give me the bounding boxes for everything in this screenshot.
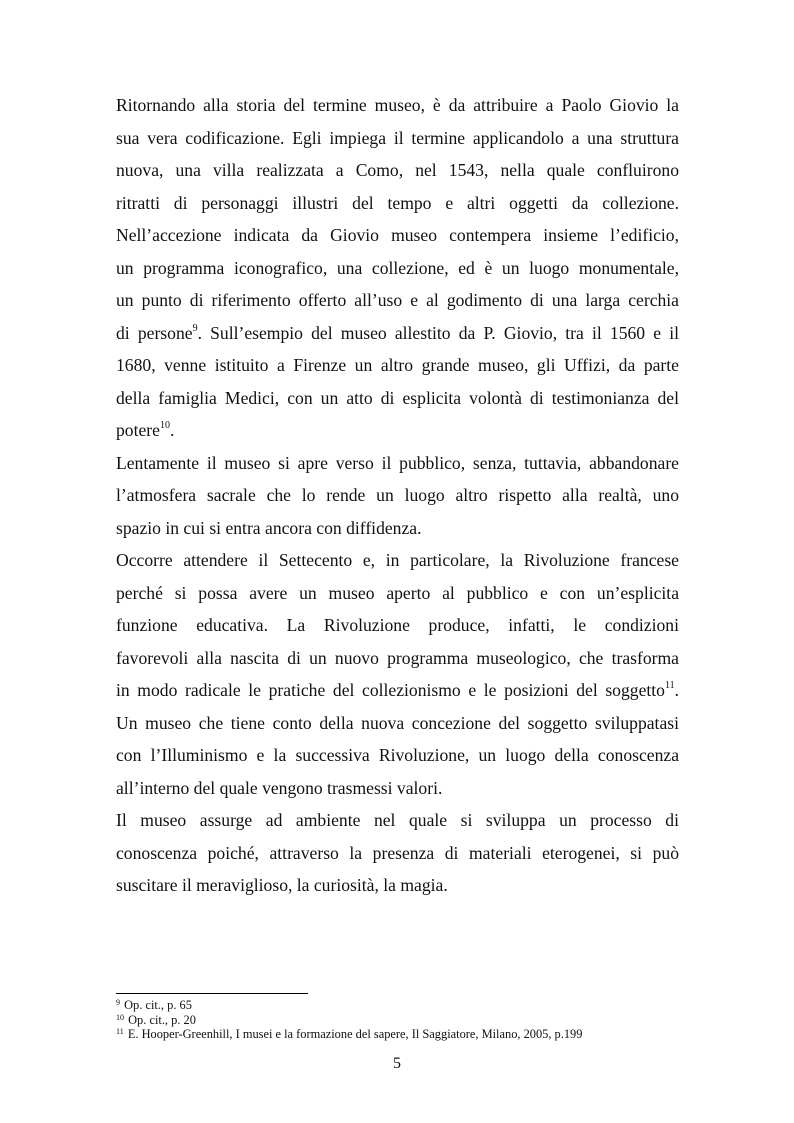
text-segment: potere <box>116 420 160 440</box>
text-line <box>116 252 679 285</box>
text-line <box>116 577 679 610</box>
text-line <box>116 869 679 902</box>
text-segment: di persone <box>116 322 193 343</box>
text-segment: un punto di riferimento offerto all’uso e al godimento di una larga cerchia <box>116 290 679 310</box>
text-segment: Il museo assurge ad ambiente nel quale si sviluppa un processo di <box>116 810 679 830</box>
text-segment: un programma iconografico, una collezione, ed è un luogo monumentale, <box>116 257 679 278</box>
text-segment: l’atmosfera sacrale che lo rende un luogo altro rispetto alla realtà, uno <box>116 485 679 505</box>
footnote <box>116 998 716 1013</box>
text-line <box>116 284 679 317</box>
text-line <box>116 447 679 480</box>
text-line <box>116 154 679 187</box>
text-segment: in modo radicale le pratiche del collezionismo e le posizioni del soggetto <box>116 680 665 700</box>
text-segment: suscitare il meraviglioso, la curiosità, la magia. <box>116 875 448 895</box>
footnote-text: E. Hooper-Greenhill, I musei e la formazione del sapere, Il Saggiatore, Milano, 2005, p.199 <box>127 1027 583 1041</box>
text-line <box>116 804 679 837</box>
text-segment: Lentamente il museo si apre verso il pubblico, senza, tuttavia, abbandonare <box>116 452 679 473</box>
footnote-separator <box>116 993 308 994</box>
text-segment: con l’Illuminismo e la successiva Rivoluzione, un luogo della conoscenza <box>116 745 679 765</box>
text-segment: all’interno del quale vengono trasmessi valori. <box>116 777 443 798</box>
text-segment: 1680, venne istituito a Firenze un altro grande museo, gli Uffizi, da parte <box>116 355 679 375</box>
text-segment: Un museo che tiene conto della nuova concezione del soggetto sviluppatasi <box>116 712 679 733</box>
text-segment: Occorre attendere il Settecento e, in particolare, la Rivoluzione francese <box>116 550 679 570</box>
paragraph <box>116 89 679 447</box>
text-line <box>116 219 679 252</box>
paragraph <box>116 804 679 902</box>
page-number: 5 <box>393 1055 401 1072</box>
text-line <box>116 479 679 512</box>
footnotes <box>116 998 716 1042</box>
text-segment: . Sull’esempio del museo allestito da P. Giovio, tra il 1560 e il <box>197 322 679 343</box>
footnote-reference: 11 <box>664 680 675 691</box>
text-segment: sua vera codificazione. Egli impiega il termine applicandolo a una struttura <box>116 127 679 148</box>
footnote-reference: 9 <box>192 322 198 334</box>
footnote-text: Op. cit., p. 65 <box>124 998 192 1012</box>
text-segment: . <box>169 420 175 440</box>
text-line <box>116 707 679 740</box>
text-line <box>116 317 679 350</box>
text-line <box>116 89 679 122</box>
text-segment: conoscenza poiché, attraverso la presenza di materiali eterogenei, si può <box>116 842 679 863</box>
text-line <box>116 349 679 382</box>
text-line <box>116 772 679 805</box>
text-segment: Ritornando alla storia del termine museo, è da attribuire a Paolo Giovio la <box>116 95 679 115</box>
text-line <box>116 609 679 642</box>
footnote-text: Op. cit., p. 20 <box>128 1012 196 1027</box>
text-line <box>116 642 679 675</box>
text-line <box>116 414 679 447</box>
text-line <box>116 739 679 772</box>
body-text <box>116 89 679 902</box>
text-segment: spazio in cui si entra ancora con diffidenza. <box>116 517 422 538</box>
footnote-number: 9 <box>116 998 120 1007</box>
text-line <box>116 382 679 415</box>
text-segment: della famiglia Medici, con un atto di esplicita volontà di testimonianza del <box>116 387 679 408</box>
text-line <box>116 512 679 545</box>
paragraph <box>116 544 679 804</box>
text-segment: Nell’accezione indicata da Giovio museo contempera insieme l’edificio, <box>116 225 679 245</box>
footnote-reference: 10 <box>159 420 170 431</box>
footnote <box>116 1013 716 1028</box>
text-segment: nuova, una villa realizzata a Como, nel 1543, nella quale confluirono <box>116 160 679 180</box>
text-segment: . <box>674 680 679 700</box>
footnote-number: 11 <box>116 1027 124 1036</box>
paragraph <box>116 447 679 545</box>
text-line <box>116 187 679 220</box>
text-segment: perché si possa avere un museo aperto al pubblico e con un’esplicita <box>116 582 679 603</box>
text-segment: funzione educativa. La Rivoluzione produce, infatti, le condizioni <box>116 615 679 635</box>
text-line <box>116 674 679 707</box>
footnote <box>116 1027 716 1042</box>
footnote-number: 10 <box>116 1012 124 1022</box>
text-segment: favorevoli alla nascita di un nuovo programma museologico, che trasforma <box>116 647 679 668</box>
text-line <box>116 122 679 155</box>
text-line <box>116 544 679 577</box>
text-line <box>116 837 679 870</box>
text-segment: ritratti di personaggi illustri del tempo e altri oggetti da collezione. <box>116 192 679 213</box>
